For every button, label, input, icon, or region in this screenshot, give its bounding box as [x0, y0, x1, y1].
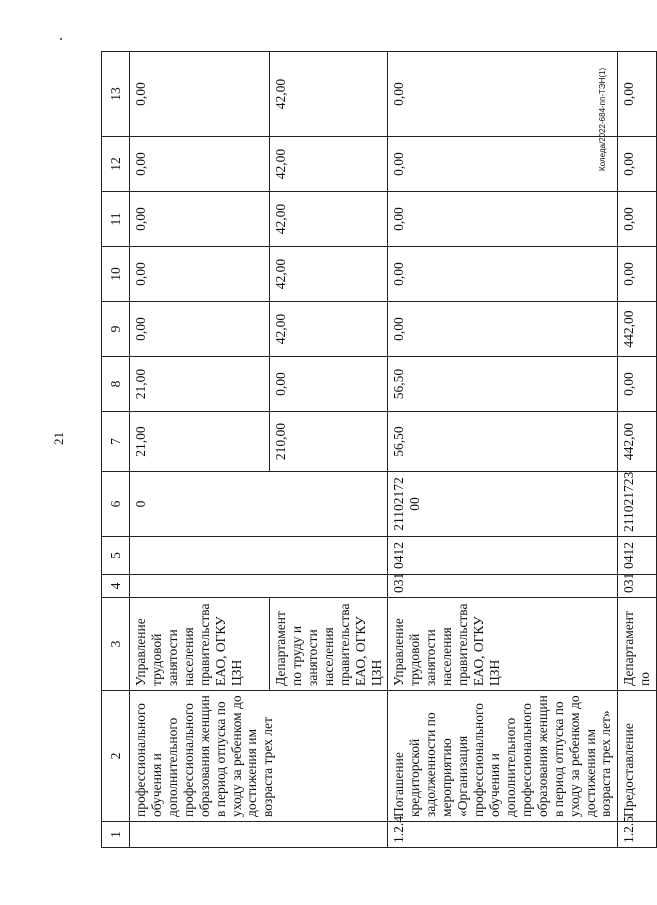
grbs-code: [130, 575, 388, 598]
total-value: 442,00: [618, 412, 657, 472]
grbs-code: 031: [618, 575, 657, 598]
year-value: 42,00: [270, 192, 388, 247]
year-value: 0,00: [130, 247, 270, 302]
executor: Управление трудовой занятости населения правительства ЕАО, ОГКУ ЦЗН: [388, 598, 618, 691]
header-cell: 2: [102, 691, 130, 822]
header-cell: 11: [102, 192, 130, 247]
year-value: 0,00: [618, 52, 657, 137]
row-number: [130, 822, 388, 848]
target-article: 211021723: [618, 472, 657, 537]
header-cell: 3: [102, 598, 130, 691]
year-value: 0,00: [388, 52, 618, 137]
total-value: 21,00: [130, 412, 270, 472]
year-value: 0,00: [130, 192, 270, 247]
event-name: Предоставление: [618, 691, 657, 822]
table-row: [618, 52, 657, 848]
event-name: профессионального обучения и дополнительного профессионального образования женщин в период отпуска по уходу за ребенком до достижения им возраста трех лет: [130, 691, 388, 822]
executor: Управление трудовой занятости населения правительства ЕАО, ОГКУ ЦЗН: [130, 598, 270, 691]
total-value: 210,00: [270, 412, 388, 472]
row-number: 1.2.5: [618, 822, 657, 848]
year-value: 42,00: [270, 302, 388, 357]
page-number: 21: [51, 432, 66, 445]
year-value: 0,00: [618, 357, 657, 412]
row-number: 1.2.4: [388, 822, 618, 848]
year-value: 56,50: [388, 357, 618, 412]
target-article: 2110217200: [388, 472, 618, 537]
year-value: 442,00: [618, 302, 657, 357]
year-value: 0,00: [388, 137, 618, 192]
header-cell: 12: [102, 137, 130, 192]
header-cell: 4: [102, 575, 130, 598]
executor: Департамент по: [618, 598, 657, 691]
year-value: 0,00: [388, 192, 618, 247]
year-value: 21,00: [130, 357, 270, 412]
year-value: 0,00: [618, 192, 657, 247]
year-value: 0,00: [270, 357, 388, 412]
scan-dot: [60, 38, 62, 40]
year-value: 0,00: [618, 247, 657, 302]
target-article: 0: [130, 472, 388, 537]
year-value: 0,00: [130, 52, 270, 137]
section-code: [130, 537, 388, 575]
header-row: [102, 52, 130, 848]
header-cell: 9: [102, 302, 130, 357]
year-value: 42,00: [270, 247, 388, 302]
year-value: 0,00: [388, 302, 618, 357]
year-value: 0,00: [130, 302, 270, 357]
table-row: [388, 52, 618, 848]
section-code: 0412: [618, 537, 657, 575]
executor: Департамент по труду и занятости населения правительства ЕАО, ОГКУ ЦЗН: [270, 598, 388, 691]
header-cell: 1: [102, 822, 130, 848]
year-value: 42,00: [270, 52, 388, 137]
year-value: 0,00: [388, 247, 618, 302]
year-value: 0,00: [130, 137, 270, 192]
header-cell: 6: [102, 472, 130, 537]
total-value: 56,50: [388, 412, 618, 472]
header-cell: 5: [102, 537, 130, 575]
header-cell: 13: [102, 52, 130, 137]
section-code: 0412: [388, 537, 618, 575]
event-name: Погашение кредиторской задолженности по мероприятию «Организация профессионального обучения и дополнительного профессионального образования женщин в период отпуска по уходу за ребенком до достижения им возраста трех лет»: [388, 691, 618, 822]
budget-table: [101, 51, 657, 848]
table-row: [130, 52, 270, 848]
header-cell: 10: [102, 247, 130, 302]
header-cell: 7: [102, 412, 130, 472]
grbs-code: 031: [388, 575, 618, 598]
header-cell: 8: [102, 357, 130, 412]
year-value: 0,00: [618, 137, 657, 192]
footer-code: Коледа/2022-684-пп-ТЭН(1): [598, 67, 607, 171]
year-value: 42,00: [270, 137, 388, 192]
